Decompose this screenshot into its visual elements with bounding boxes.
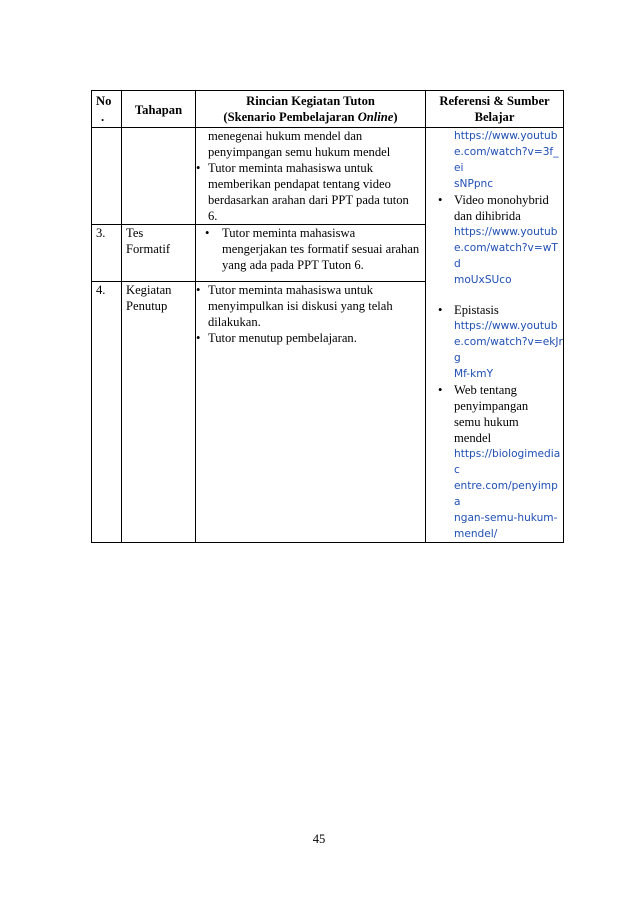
table-row-continued [92, 128, 564, 225]
list-item: • Video monohybrid dan dihibrida https://www.youtub e.com/watch?v=wTd moUxSUco [430, 192, 563, 288]
header-rincian [196, 91, 426, 128]
rincian-3-bullets [196, 225, 423, 273]
header-rincian-line1: Rincian Kegiatan Tuton [246, 94, 375, 108]
header-no-dot: . [101, 110, 105, 124]
list-gap [430, 288, 563, 302]
list-item: • Tutor menutup pembelajaran. [196, 331, 357, 345]
cell-tahapan-empty [122, 128, 196, 225]
header-tahapan: Tahapan [122, 91, 196, 128]
header-rincian-online: Online [357, 110, 394, 124]
header-rincian-line2: (Skenario Pembelajaran Online) [223, 110, 398, 124]
reference-link-1[interactable]: https://www.youtub e.com/watch?v=wTd moUxSUco [454, 226, 558, 286]
list-item: • Tutor meminta mahasiswa untuk memberikan pendapat tentang video berdasarkan arahan dari PPT pada tuton 6. [196, 161, 409, 223]
cell-no-3: 3. [92, 225, 122, 282]
reference-link-2[interactable]: https://www.youtub e.com/watch?v=ekJrg Mf-kmY [454, 320, 563, 380]
list-item: • Tutor meminta mahasiswa untuk menyimpulkan isi diskusi yang telah dilakukan. [196, 283, 393, 329]
rincian-cont-line2: penyimpangan semu hukum mendel [208, 145, 391, 159]
activity-table [91, 90, 564, 543]
list-item: • Tutor meminta mahasiswa mengerjakan tes formatif sesuai arahan yang ada pada PPT Tuton 6. [205, 226, 420, 272]
list-item: • Epistasis https://www.youtub e.com/watch?v=ekJrg Mf-kmY [438, 303, 563, 380]
reference-link-3[interactable]: https://biologimediac entre.com/penyimpa ngan-semu-hukum- mendel/ [454, 448, 561, 540]
header-referensi [426, 91, 564, 128]
cell-tahapan-4: Kegiatan Penutup [122, 282, 196, 543]
cell-no-empty [92, 128, 122, 225]
bullet-icon: • [205, 226, 210, 240]
rincian-cont-line1: menegenai hukum mendel dan [208, 129, 363, 143]
cell-rincian-3 [196, 225, 426, 282]
reference-link-0[interactable]: https://www.youtub e.com/watch?v=3f_ei sNPpnc [454, 130, 559, 190]
list-item: • Web tentang penyimpangan semu hukum mendel https://biologimediac entre.com/penyimpa ngan-semu-hukum- mendel/ [430, 382, 563, 542]
bullet-icon: • [438, 383, 443, 397]
cell-tahapan-3: Tes Formatif [122, 225, 196, 282]
header-ref-line2: Belajar [474, 110, 515, 124]
cell-rincian-4 [196, 282, 426, 543]
cell-rincian-continued [196, 128, 426, 225]
rincian-4-bullets [196, 282, 423, 346]
header-no [92, 91, 122, 128]
cell-no-4: 4. [92, 282, 122, 543]
bullet-icon: • [196, 161, 201, 175]
header-ref-line1: Referensi & Sumber [439, 94, 550, 108]
bullet-icon: • [438, 303, 443, 317]
table-header-row [92, 91, 564, 128]
bullet-icon: • [438, 193, 443, 207]
reference-list [430, 192, 563, 542]
page-number: 45 [312, 832, 326, 846]
header-no-text: No [96, 94, 112, 108]
cell-referensi [426, 128, 564, 543]
bullet-icon: • [196, 283, 201, 297]
rincian-cont-bullets [196, 160, 423, 224]
bullet-icon: • [196, 331, 201, 345]
